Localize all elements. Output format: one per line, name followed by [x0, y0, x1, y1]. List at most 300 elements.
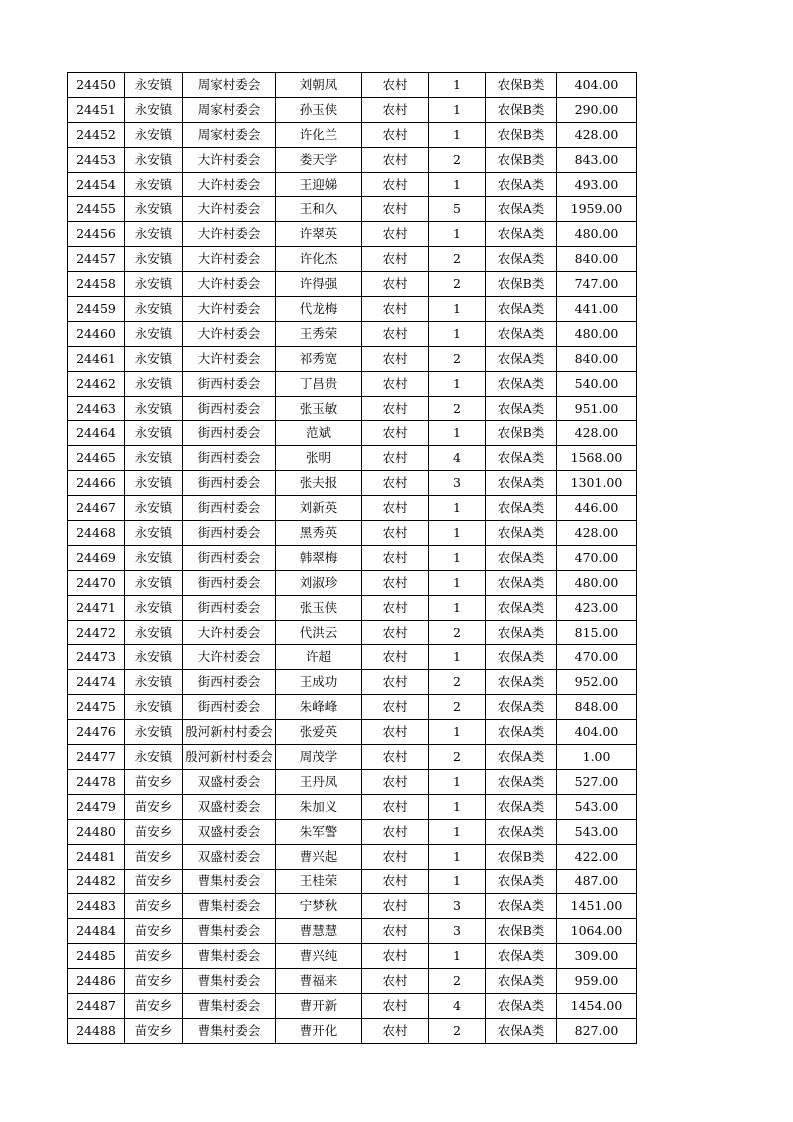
cell-category: 农保A类 [486, 197, 557, 222]
cell-amount: 423.00 [557, 595, 637, 620]
cell-village: 曹集村委会 [183, 869, 276, 894]
cell-amount: 1568.00 [557, 446, 637, 471]
table-row [68, 496, 637, 521]
cell-area: 农村 [362, 545, 429, 570]
table-row [68, 247, 637, 272]
table-row [68, 919, 637, 944]
cell-area: 农村 [362, 819, 429, 844]
cell-count: 1 [429, 222, 486, 247]
cell-category: 农保A类 [486, 297, 557, 322]
cell-town: 永安镇 [125, 570, 183, 595]
table-row [68, 745, 637, 770]
cell-amount: 543.00 [557, 819, 637, 844]
cell-id: 24452 [68, 122, 125, 147]
cell-village: 街西村委会 [183, 421, 276, 446]
cell-count: 4 [429, 446, 486, 471]
cell-town: 苗安乡 [125, 919, 183, 944]
cell-village: 曹集村委会 [183, 1018, 276, 1043]
cell-area: 农村 [362, 222, 429, 247]
table-row [68, 670, 637, 695]
cell-village: 街西村委会 [183, 396, 276, 421]
cell-id: 24484 [68, 919, 125, 944]
cell-area: 农村 [362, 794, 429, 819]
cell-name: 曹兴纯 [276, 944, 362, 969]
cell-name: 朱加义 [276, 794, 362, 819]
cell-amount: 543.00 [557, 794, 637, 819]
cell-area: 农村 [362, 720, 429, 745]
cell-count: 1 [429, 297, 486, 322]
cell-village: 大许村委会 [183, 297, 276, 322]
cell-town: 永安镇 [125, 745, 183, 770]
cell-category: 农保A类 [486, 496, 557, 521]
cell-amount: 527.00 [557, 769, 637, 794]
cell-count: 1 [429, 421, 486, 446]
cell-name: 王迎娣 [276, 172, 362, 197]
cell-count: 2 [429, 346, 486, 371]
table-row [68, 993, 637, 1018]
cell-amount: 1451.00 [557, 894, 637, 919]
cell-id: 24451 [68, 97, 125, 122]
cell-town: 苗安乡 [125, 794, 183, 819]
cell-count: 2 [429, 969, 486, 994]
cell-count: 3 [429, 471, 486, 496]
cell-count: 1 [429, 595, 486, 620]
cell-name: 张玉侠 [276, 595, 362, 620]
cell-category: 农保A类 [486, 321, 557, 346]
cell-town: 永安镇 [125, 496, 183, 521]
cell-category: 农保A类 [486, 794, 557, 819]
cell-name: 娄天学 [276, 147, 362, 172]
cell-category: 农保B类 [486, 73, 557, 98]
cell-count: 2 [429, 396, 486, 421]
cell-id: 24481 [68, 844, 125, 869]
cell-town: 永安镇 [125, 521, 183, 546]
cell-category: 农保A类 [486, 869, 557, 894]
cell-category: 农保A类 [486, 969, 557, 994]
cell-category: 农保A类 [486, 720, 557, 745]
cell-name: 刘朝凤 [276, 73, 362, 98]
cell-area: 农村 [362, 894, 429, 919]
cell-count: 2 [429, 695, 486, 720]
cell-count: 4 [429, 993, 486, 1018]
cell-village: 周家村委会 [183, 97, 276, 122]
cell-town: 苗安乡 [125, 1018, 183, 1043]
cell-area: 农村 [362, 147, 429, 172]
cell-id: 24477 [68, 745, 125, 770]
cell-village: 大许村委会 [183, 172, 276, 197]
cell-name: 许超 [276, 645, 362, 670]
cell-id: 24459 [68, 297, 125, 322]
cell-amount: 404.00 [557, 73, 637, 98]
cell-amount: 441.00 [557, 297, 637, 322]
cell-id: 24466 [68, 471, 125, 496]
cell-village: 大许村委会 [183, 272, 276, 297]
cell-category: 农保A类 [486, 346, 557, 371]
cell-id: 24480 [68, 819, 125, 844]
cell-category: 农保B类 [486, 844, 557, 869]
cell-amount: 827.00 [557, 1018, 637, 1043]
cell-area: 农村 [362, 695, 429, 720]
cell-town: 永安镇 [125, 695, 183, 720]
cell-category: 农保A类 [486, 819, 557, 844]
cell-count: 2 [429, 272, 486, 297]
cell-category: 农保A类 [486, 471, 557, 496]
cell-area: 农村 [362, 346, 429, 371]
cell-amount: 840.00 [557, 346, 637, 371]
cell-name: 朱峰峰 [276, 695, 362, 720]
cell-village: 双盛村委会 [183, 819, 276, 844]
cell-category: 农保A类 [486, 670, 557, 695]
cell-amount: 747.00 [557, 272, 637, 297]
cell-category: 农保B类 [486, 122, 557, 147]
cell-village: 双盛村委会 [183, 794, 276, 819]
cell-name: 曹兴起 [276, 844, 362, 869]
cell-village: 周家村委会 [183, 73, 276, 98]
cell-id: 24454 [68, 172, 125, 197]
table-row [68, 595, 637, 620]
cell-name: 丁昌贵 [276, 371, 362, 396]
table-row [68, 620, 637, 645]
cell-count: 1 [429, 944, 486, 969]
cell-id: 24471 [68, 595, 125, 620]
cell-count: 1 [429, 545, 486, 570]
cell-count: 3 [429, 894, 486, 919]
cell-count: 5 [429, 197, 486, 222]
cell-amount: 840.00 [557, 247, 637, 272]
cell-amount: 428.00 [557, 521, 637, 546]
cell-amount: 952.00 [557, 670, 637, 695]
cell-name: 王和久 [276, 197, 362, 222]
cell-count: 2 [429, 620, 486, 645]
cell-area: 农村 [362, 869, 429, 894]
cell-area: 农村 [362, 919, 429, 944]
cell-category: 农保B类 [486, 421, 557, 446]
cell-area: 农村 [362, 272, 429, 297]
cell-name: 孙玉侠 [276, 97, 362, 122]
cell-count: 1 [429, 794, 486, 819]
cell-id: 24469 [68, 545, 125, 570]
cell-category: 农保A类 [486, 396, 557, 421]
cell-area: 农村 [362, 670, 429, 695]
cell-category: 农保A类 [486, 695, 557, 720]
cell-village: 街西村委会 [183, 670, 276, 695]
cell-town: 永安镇 [125, 620, 183, 645]
cell-village: 大许村委会 [183, 645, 276, 670]
cell-name: 张夫报 [276, 471, 362, 496]
cell-name: 周茂学 [276, 745, 362, 770]
cell-village: 街西村委会 [183, 371, 276, 396]
table-row [68, 819, 637, 844]
cell-area: 农村 [362, 745, 429, 770]
cell-category: 农保A类 [486, 595, 557, 620]
cell-id: 24453 [68, 147, 125, 172]
cell-town: 永安镇 [125, 272, 183, 297]
table-row [68, 97, 637, 122]
cell-count: 1 [429, 645, 486, 670]
cell-area: 农村 [362, 521, 429, 546]
cell-id: 24460 [68, 321, 125, 346]
cell-area: 农村 [362, 645, 429, 670]
table-row [68, 695, 637, 720]
cell-area: 农村 [362, 1018, 429, 1043]
table-row [68, 969, 637, 994]
cell-amount: 428.00 [557, 421, 637, 446]
cell-name: 王成功 [276, 670, 362, 695]
table-row [68, 471, 637, 496]
cell-name: 黑秀英 [276, 521, 362, 546]
records-table [67, 72, 637, 1044]
cell-town: 永安镇 [125, 73, 183, 98]
cell-town: 永安镇 [125, 670, 183, 695]
cell-category: 农保A类 [486, 371, 557, 396]
cell-town: 永安镇 [125, 595, 183, 620]
cell-category: 农保B类 [486, 919, 557, 944]
cell-id: 24474 [68, 670, 125, 695]
cell-name: 王秀荣 [276, 321, 362, 346]
cell-town: 苗安乡 [125, 844, 183, 869]
table-row [68, 944, 637, 969]
cell-category: 农保A类 [486, 247, 557, 272]
cell-town: 永安镇 [125, 247, 183, 272]
table-row [68, 1018, 637, 1043]
cell-village: 大许村委会 [183, 321, 276, 346]
cell-area: 农村 [362, 570, 429, 595]
cell-id: 24464 [68, 421, 125, 446]
cell-village: 街西村委会 [183, 471, 276, 496]
cell-area: 农村 [362, 122, 429, 147]
table-row [68, 570, 637, 595]
cell-area: 农村 [362, 993, 429, 1018]
cell-town: 永安镇 [125, 197, 183, 222]
cell-village: 曹集村委会 [183, 969, 276, 994]
cell-category: 农保A类 [486, 521, 557, 546]
cell-area: 农村 [362, 496, 429, 521]
cell-category: 农保B类 [486, 147, 557, 172]
table-row [68, 222, 637, 247]
cell-town: 苗安乡 [125, 819, 183, 844]
cell-village: 大许村委会 [183, 147, 276, 172]
cell-category: 农保A类 [486, 645, 557, 670]
cell-name: 许翠英 [276, 222, 362, 247]
cell-town: 苗安乡 [125, 769, 183, 794]
cell-area: 农村 [362, 595, 429, 620]
cell-category: 农保A类 [486, 1018, 557, 1043]
cell-area: 农村 [362, 371, 429, 396]
cell-area: 农村 [362, 197, 429, 222]
cell-town: 永安镇 [125, 147, 183, 172]
cell-town: 永安镇 [125, 421, 183, 446]
cell-amount: 487.00 [557, 869, 637, 894]
cell-id: 24455 [68, 197, 125, 222]
cell-id: 24465 [68, 446, 125, 471]
table-row [68, 297, 637, 322]
cell-category: 农保A类 [486, 222, 557, 247]
cell-id: 24472 [68, 620, 125, 645]
cell-village: 曹集村委会 [183, 944, 276, 969]
cell-name: 宁梦秋 [276, 894, 362, 919]
cell-amount: 1454.00 [557, 993, 637, 1018]
cell-id: 24487 [68, 993, 125, 1018]
cell-area: 农村 [362, 969, 429, 994]
cell-name: 许化兰 [276, 122, 362, 147]
cell-category: 农保A类 [486, 993, 557, 1018]
cell-town: 永安镇 [125, 446, 183, 471]
table-row [68, 272, 637, 297]
cell-name: 范斌 [276, 421, 362, 446]
table-row [68, 645, 637, 670]
table-row [68, 122, 637, 147]
cell-count: 1 [429, 570, 486, 595]
cell-village: 曹集村委会 [183, 919, 276, 944]
cell-town: 苗安乡 [125, 869, 183, 894]
cell-name: 刘新英 [276, 496, 362, 521]
cell-area: 农村 [362, 769, 429, 794]
table-row [68, 794, 637, 819]
cell-amount: 843.00 [557, 147, 637, 172]
cell-area: 农村 [362, 620, 429, 645]
cell-amount: 540.00 [557, 371, 637, 396]
cell-category: 农保A类 [486, 944, 557, 969]
cell-town: 苗安乡 [125, 894, 183, 919]
cell-village: 大许村委会 [183, 197, 276, 222]
cell-id: 24461 [68, 346, 125, 371]
cell-village: 街西村委会 [183, 695, 276, 720]
cell-name: 代洪云 [276, 620, 362, 645]
cell-amount: 422.00 [557, 844, 637, 869]
cell-town: 永安镇 [125, 396, 183, 421]
cell-name: 许化杰 [276, 247, 362, 272]
table-row [68, 396, 637, 421]
cell-id: 24467 [68, 496, 125, 521]
cell-count: 1 [429, 73, 486, 98]
cell-village: 街西村委会 [183, 545, 276, 570]
cell-amount: 1064.00 [557, 919, 637, 944]
cell-count: 1 [429, 371, 486, 396]
cell-area: 农村 [362, 321, 429, 346]
cell-amount: 470.00 [557, 645, 637, 670]
cell-id: 24475 [68, 695, 125, 720]
cell-town: 永安镇 [125, 471, 183, 496]
cell-town: 永安镇 [125, 346, 183, 371]
table-row [68, 73, 637, 98]
cell-category: 农保A类 [486, 894, 557, 919]
cell-category: 农保B类 [486, 97, 557, 122]
cell-village: 殷河新村村委会 [183, 720, 276, 745]
cell-count: 2 [429, 247, 486, 272]
cell-village: 曹集村委会 [183, 894, 276, 919]
cell-area: 农村 [362, 396, 429, 421]
table-row [68, 321, 637, 346]
cell-village: 大许村委会 [183, 247, 276, 272]
cell-count: 2 [429, 670, 486, 695]
cell-id: 24485 [68, 944, 125, 969]
cell-category: 农保A类 [486, 446, 557, 471]
cell-name: 曹开化 [276, 1018, 362, 1043]
cell-name: 许得强 [276, 272, 362, 297]
table-row [68, 521, 637, 546]
cell-amount: 290.00 [557, 97, 637, 122]
cell-town: 永安镇 [125, 645, 183, 670]
cell-town: 永安镇 [125, 122, 183, 147]
cell-amount: 404.00 [557, 720, 637, 745]
cell-category: 农保B类 [486, 272, 557, 297]
cell-count: 1 [429, 521, 486, 546]
cell-id: 24488 [68, 1018, 125, 1043]
table-row [68, 545, 637, 570]
cell-name: 曹福来 [276, 969, 362, 994]
cell-amount: 1301.00 [557, 471, 637, 496]
cell-town: 永安镇 [125, 297, 183, 322]
cell-count: 2 [429, 147, 486, 172]
cell-id: 24476 [68, 720, 125, 745]
cell-count: 1 [429, 122, 486, 147]
cell-amount: 480.00 [557, 222, 637, 247]
cell-amount: 428.00 [557, 122, 637, 147]
cell-count: 2 [429, 745, 486, 770]
table-row [68, 720, 637, 745]
cell-town: 永安镇 [125, 222, 183, 247]
cell-village: 街西村委会 [183, 496, 276, 521]
cell-count: 1 [429, 769, 486, 794]
cell-id: 24478 [68, 769, 125, 794]
cell-area: 农村 [362, 944, 429, 969]
cell-town: 苗安乡 [125, 969, 183, 994]
table-row [68, 446, 637, 471]
cell-name: 王丹凤 [276, 769, 362, 794]
cell-count: 1 [429, 869, 486, 894]
cell-count: 1 [429, 97, 486, 122]
cell-amount: 959.00 [557, 969, 637, 994]
cell-id: 24457 [68, 247, 125, 272]
cell-category: 农保A类 [486, 769, 557, 794]
cell-category: 农保A类 [486, 570, 557, 595]
cell-name: 张爱英 [276, 720, 362, 745]
table-row [68, 371, 637, 396]
cell-amount: 1959.00 [557, 197, 637, 222]
cell-id: 24482 [68, 869, 125, 894]
cell-village: 大许村委会 [183, 346, 276, 371]
cell-name: 韩翠梅 [276, 545, 362, 570]
cell-category: 农保A类 [486, 745, 557, 770]
cell-count: 2 [429, 1018, 486, 1043]
cell-count: 1 [429, 720, 486, 745]
cell-id: 24479 [68, 794, 125, 819]
table-row [68, 869, 637, 894]
cell-amount: 815.00 [557, 620, 637, 645]
cell-area: 农村 [362, 446, 429, 471]
cell-name: 曹慧慧 [276, 919, 362, 944]
cell-name: 朱军警 [276, 819, 362, 844]
cell-name: 张玉敏 [276, 396, 362, 421]
cell-town: 永安镇 [125, 545, 183, 570]
cell-name: 曹开新 [276, 993, 362, 1018]
cell-area: 农村 [362, 97, 429, 122]
cell-area: 农村 [362, 471, 429, 496]
cell-amount: 470.00 [557, 545, 637, 570]
cell-town: 永安镇 [125, 720, 183, 745]
cell-count: 1 [429, 819, 486, 844]
cell-id: 24456 [68, 222, 125, 247]
cell-amount: 951.00 [557, 396, 637, 421]
cell-area: 农村 [362, 172, 429, 197]
table-row [68, 147, 637, 172]
cell-name: 祁秀宽 [276, 346, 362, 371]
table-row [68, 844, 637, 869]
cell-name: 代龙梅 [276, 297, 362, 322]
cell-name: 王桂荣 [276, 869, 362, 894]
cell-id: 24486 [68, 969, 125, 994]
cell-amount: 848.00 [557, 695, 637, 720]
